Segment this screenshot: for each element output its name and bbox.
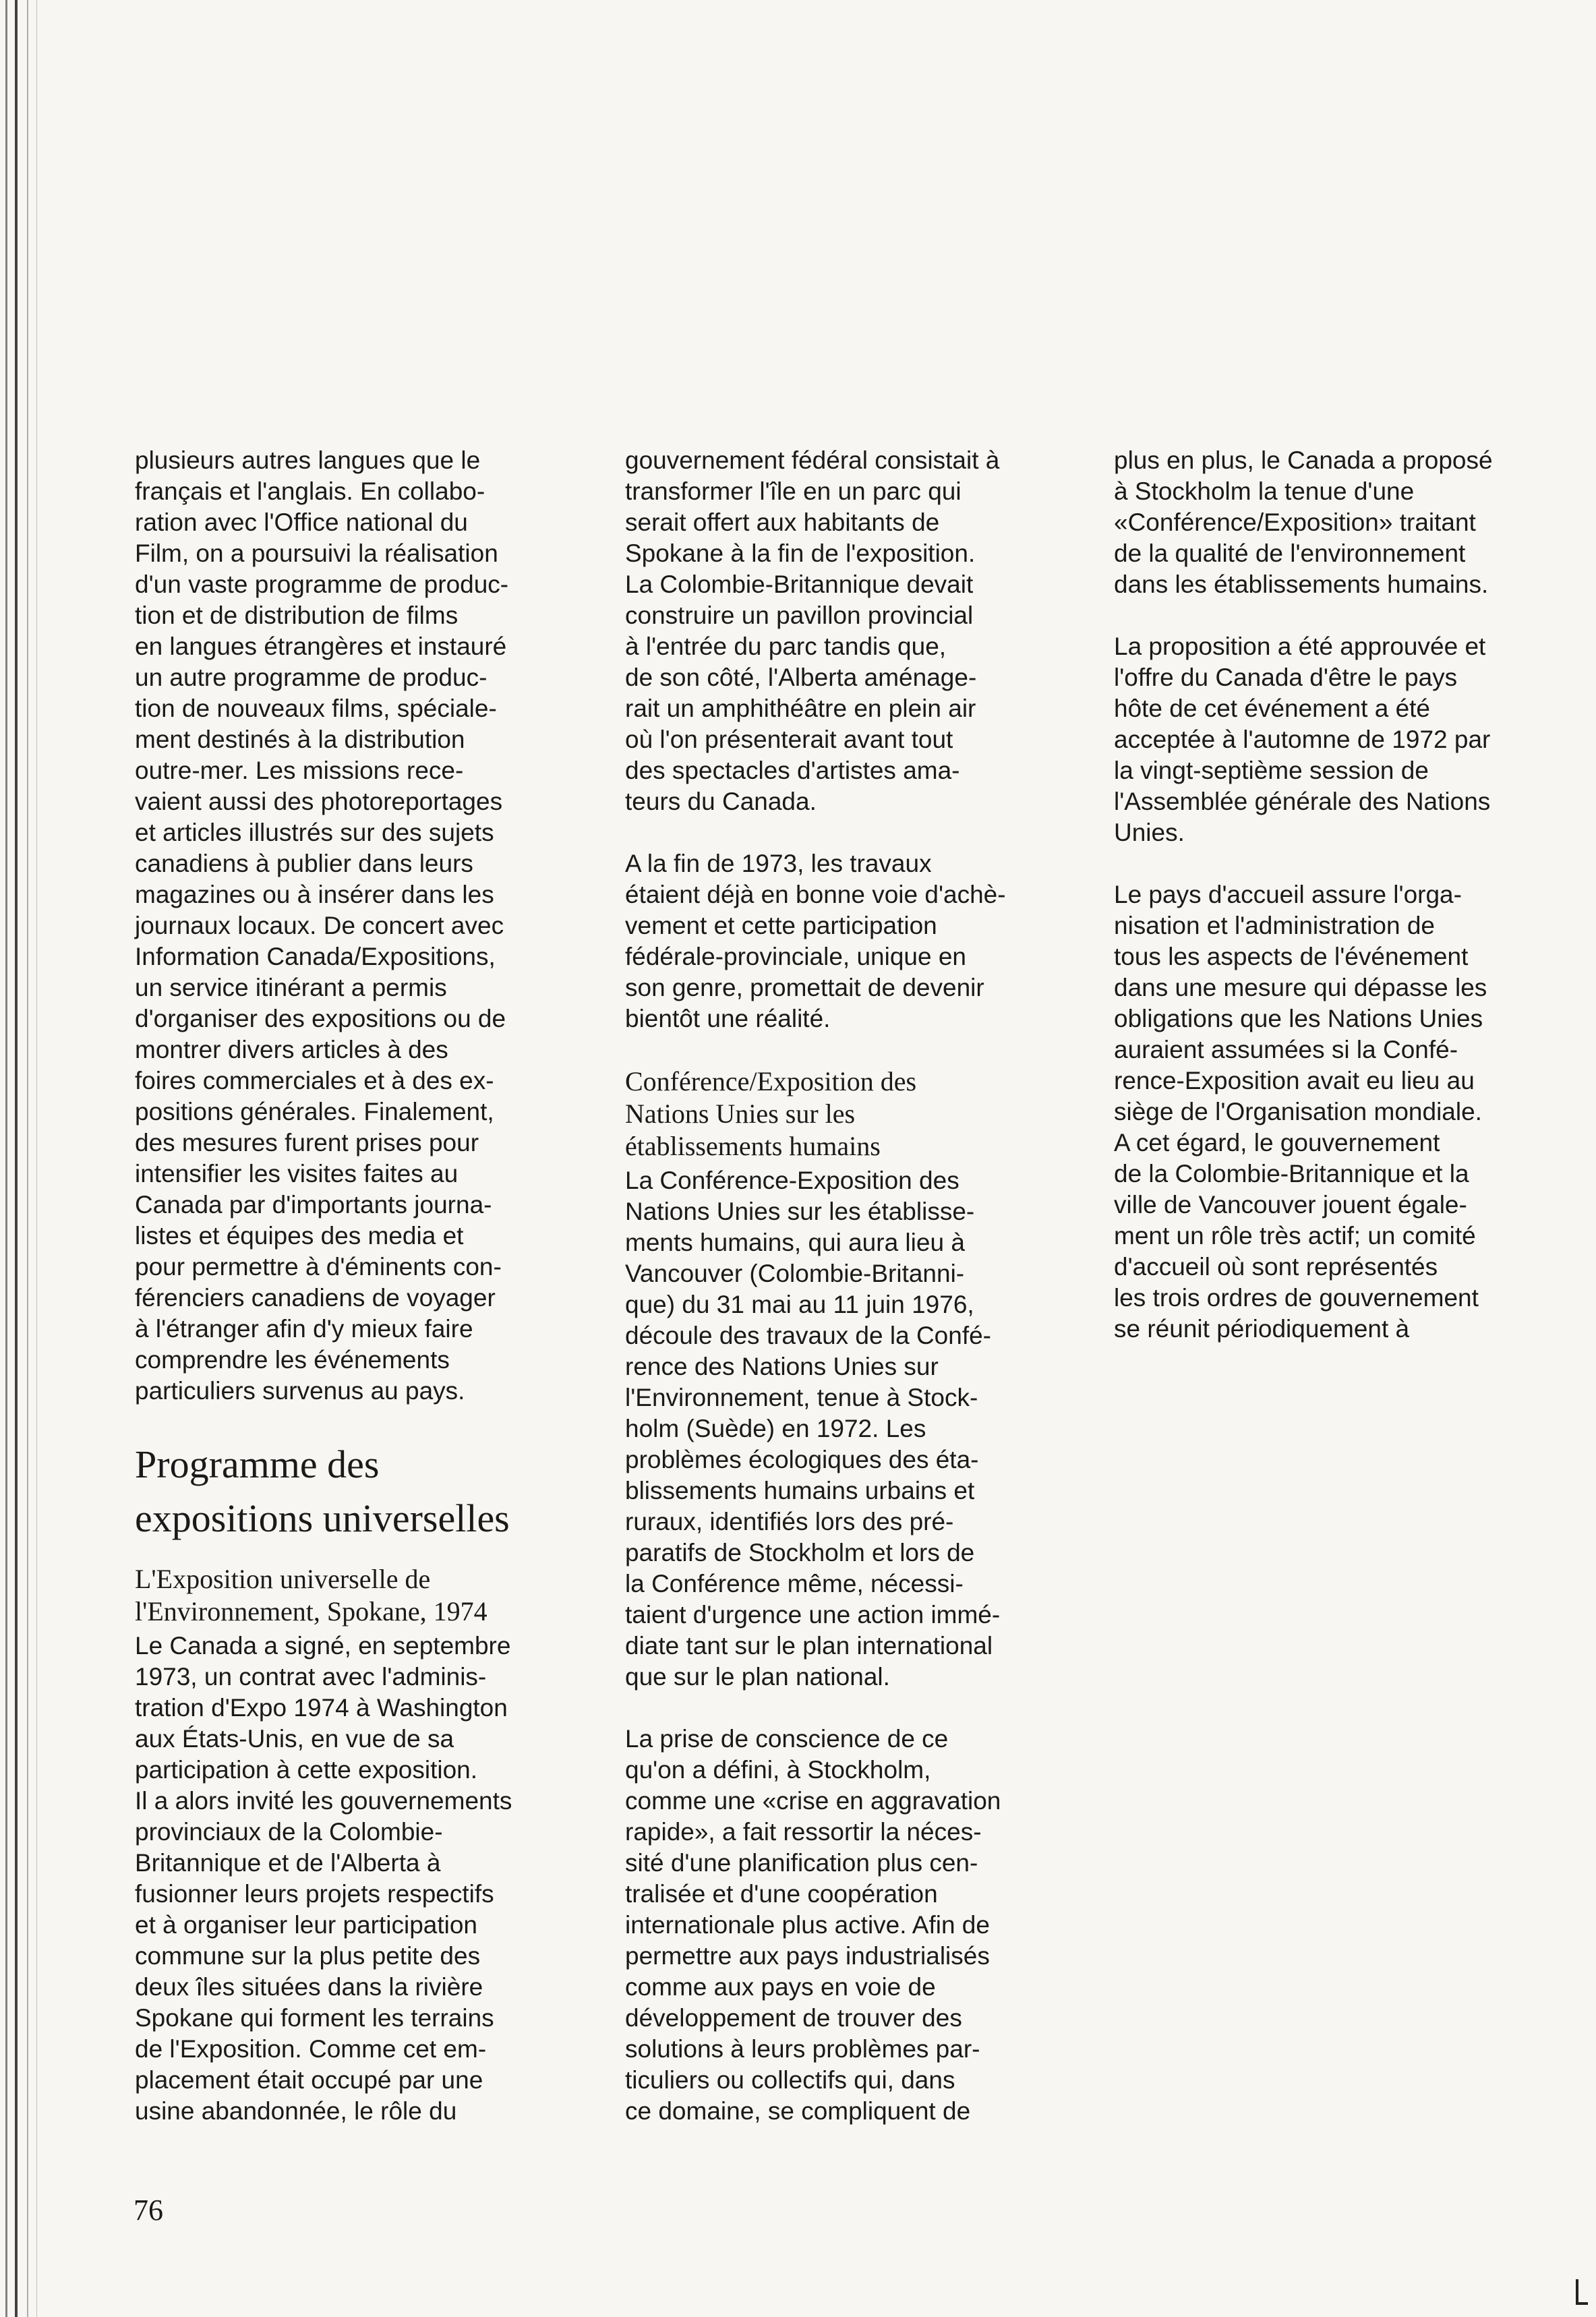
page-number: 76 (134, 2194, 163, 2227)
subheading-spokane-expo: L'Exposition universelle de l'Environnement, Spokane, 1974 (135, 1564, 487, 1626)
paragraph-col3-3: Le pays d'accueil assure l'orga- nisation et l'administration de tous les aspects de l'événement dans une mesure qui dépasse les obligations que les Nations Unies auraient assumées si la Confé- rence-Exposition avait eu lieu au siège de l'Organisation mondiale. A cet égard, le gouvernement de la Colombie-Britannique et la ville de Vancouver jouent égale- ment un rôle très actif; un comité d'accueil où sont représentés les trois ordres de gouvernement se réunit périodiquement à (1114, 881, 1487, 1343)
subheading-un-habitat-conference: Conférence/Exposition des Nations Unies sur les établissements humains (625, 1066, 917, 1161)
paragraph-col3-1: plus en plus, le Canada a proposé à Stockholm la tenue d'une «Conférence/Exposition» traitant de la qualité de l'environnement dans les établissements humains. (1114, 446, 1493, 598)
paragraph-col2-2: A la fin de 1973, les travaux étaient déjà en bonne voie d'achè- vement et cette participation fédérale-provinciale, unique en son genre, promettait de devenir bientôt une réalité. (625, 850, 1006, 1032)
paragraph-col1-1: plusieurs autres langues que le français et l'anglais. En collabo- ration avec l'Office national du Film, on a poursuivi la réalisation d'un vaste programme de produc- tion et de distribution de films en langues étrangères et instauré un autre programme de produc- tion de nouveaux films, spéciale- ment destinés à la distribution outre-mer. Les missions rece- vaient aussi des photoreportages et articles illustrés sur des sujets canadiens à publier dans leurs magazines ou à insérer dans les journaux locaux. De concert avec Information Canada/Expositions, un service itinérant a permis d'organiser des expositions ou de montrer divers articles à des foires commerciales et à des ex- positions générales. Finalement, des mesures furent prises pour intensifier les visites faites au Canada par d'importants journa- listes et équipes des media et pour permettre à d'éminents con- férenciers canadiens de voyager à l'étranger afin d'y mieux faire comprendre les événements particuliers survenus au pays. (135, 446, 509, 1405)
text-column-1 (135, 445, 593, 2158)
paragraph-col3-2: La proposition a été approuvée et l'offre du Canada d'être le pays hôte de cet événement a été acceptée à l'automne de 1972 par la vingt-septième session de l'Assemblée générale des Nations Unies. (1114, 633, 1491, 846)
corner-mark (1576, 2279, 1588, 2305)
section-heading-world-expositions: Programme des expositions universelles (135, 1442, 510, 1540)
paragraph-col2-3: La Conférence-Exposition des Nations Unies sur les établisse- ments humains, qui aura lieu à Vancouver (Colombie-Britanni- que) du 31 mai au 11 juin 1976, découle des travaux de la Confé- rence des Nations Unies sur l'Environnement, tenue à Stock- holm (Suède) en 1972. Les problèmes écologiques des éta- blissements humains urbains et ruraux, identifiés lors des pré- paratifs de Stockholm et lors de la Conférence même, nécessi- taient d'urgence une action immé- diate tant sur le plan international que sur le plan national. (625, 1167, 1001, 1691)
text-column-3 (1114, 445, 1559, 1376)
page-binding-edge (0, 0, 47, 2317)
paragraph-col1-2: Le Canada a signé, en septembre 1973, un contrat avec l'adminis- tration d'Expo 1974 à Washington aux États-Unis, en vue de sa participation à cette exposition. Il a alors invité les gouvernements provinciaux de la Colombie- Britannique et de l'Alberta à fusionner leurs projets respectifs et à organiser leur participation commune sur la plus petite des deux îles situées dans la rivière Spokane qui forment les terrains de l'Exposition. Comme cet em- placement était occupé par une usine abandonnée, le rôle du (135, 1632, 512, 2125)
paragraph-col2-1: gouvernement fédéral consistait à transformer l'île en un parc qui serait offert aux habitants de Spokane à la fin de l'exposition. La Colombie-Britannique devait construire un pavillon provincial à l'entrée du parc tandis que, de son côté, l'Alberta aménage- rait un amphithéâtre en plein air où l'on présenterait avant tout des spectacles d'artistes ama- teurs du Canada. (625, 446, 1000, 815)
text-column-2 (625, 445, 1090, 2158)
paragraph-col2-4: La prise de conscience de ce qu'on a défini, à Stockholm, comme une «crise en aggravation rapide», a fait ressortir la néces- sité d'une planification plus cen- tralisée et d'une coopération internationale plus active. Afin de permettre aux pays industrialisés comme aux pays en voie de développement de trouver des solutions à leurs problèmes par- ticuliers ou collectifs qui, dans ce domaine, se compliquent de (625, 1725, 1001, 2125)
